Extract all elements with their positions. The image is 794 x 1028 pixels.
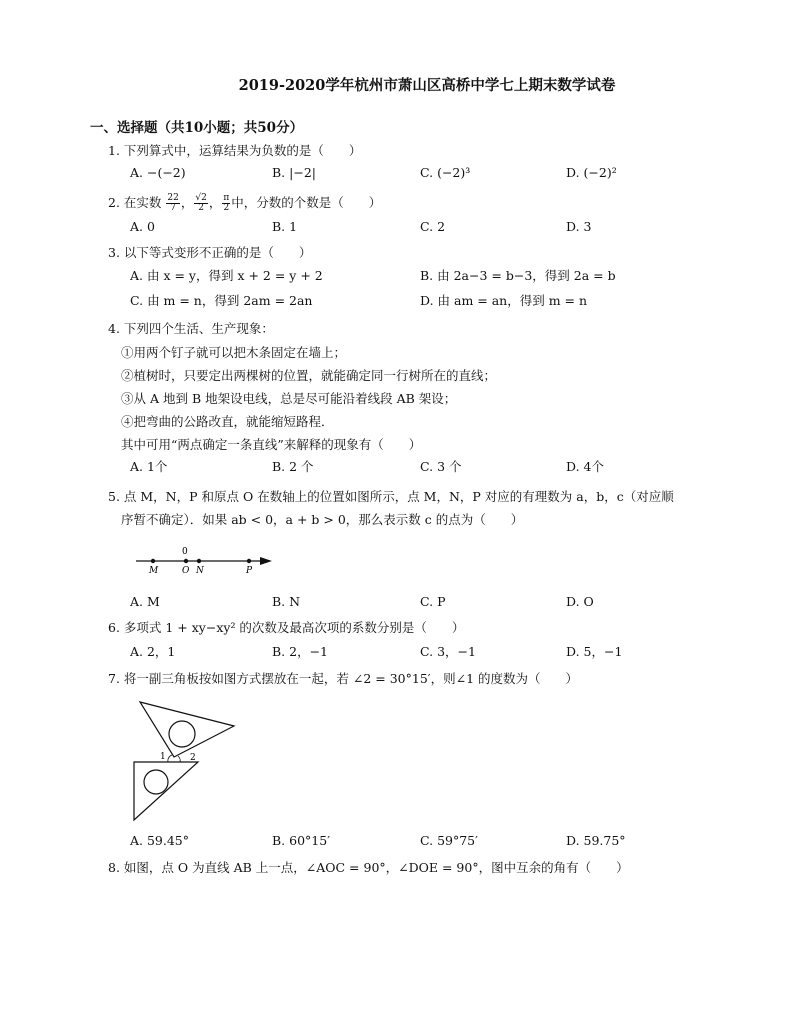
question-3-option-b[interactable]: B. 由 2a−3 = b−3，得到 2a = b [420,268,616,283]
question-2-option-d[interactable]: D. 3 [566,219,592,234]
question-1-stem: 1. 下列算式中，运算结果为负数的是（ ） [108,143,362,158]
angle-2-label: 2 [190,753,196,763]
question-1-option-a[interactable]: A. −(−2) [130,165,186,180]
question-3-option-a[interactable]: A. 由 x = y，得到 x + 2 = y + 2 [130,268,323,283]
angle-1-arc [168,755,172,762]
page-title: 2019-2020学年杭州市萧山区高桥中学七上期末数学试卷 [238,77,616,94]
question-6-option-b[interactable]: B. 2，−1 [272,644,329,659]
question-6-stem: 6. 多项式 1 + xy−xy² 的次数及最高次项的系数分别是（ ） [108,620,465,635]
question-7-stem: 7. 将一副三角板按如图方式摆放在一起，若 ∠2 = 30°15′，则∠1 的度数为（ ） [108,671,579,686]
question-2-option-a[interactable]: A. 0 [130,219,155,234]
question-7-option-a[interactable]: A. 59.45° [130,833,190,848]
section-heading: 一、选择题（共10小题；共50分） [90,120,304,136]
question-7-option-d[interactable]: D. 59.75° [566,833,626,848]
question-3-option-c[interactable]: C. 由 m = n，得到 2am = 2an [130,293,313,308]
label-m: M [149,566,159,576]
point-m [151,559,155,563]
question-8-stem: 8. 如图，点 O 为直线 AB 上一点，∠AOC = 90°，∠DOE = 90°，图中互余的角有（ ） [108,860,629,875]
question-2-stem: 2. 在实数 $\frac{22}{7}$ ， $\frac{√2}{2}$ ， $\frac{\pi}{2}$ 中，分数的个数是（ ） [108,193,382,213]
upper-triangle-board [140,702,234,757]
question-4-option-d[interactable]: D. 4个 [566,459,604,474]
question-3-option-d[interactable]: D. 由 am = an，得到 m = n [420,293,588,308]
point-n [197,559,201,563]
question-5-option-a[interactable]: A. M [130,594,160,609]
question-4-stem: 4. 下列四个生活、生产现象： [108,321,274,336]
label-o: O [182,566,190,576]
angle-2-arc [178,756,180,762]
question-2-prefix: 2. 在实数 [108,195,162,210]
question-5-stem-line-1: 5. 点 M，N，P 和原点 O 在数轴上的位置如图所示，点 M，N，P 对应的有理数为 a，b，c（对应顺 [108,489,674,504]
question-5-option-d[interactable]: D. O [566,594,594,609]
question-1-option-b[interactable]: B. |−2| [272,165,316,180]
question-4-line-4: ④把弯曲的公路改直，就能缩短路程． [121,414,334,429]
question-3-stem: 3. 以下等式变形不正确的是（ ） [108,245,312,260]
fraction-22-7: $\frac{22}{7}$ [167,193,179,213]
question-2-suffix: 中，分数的个数是（ ） [231,195,382,210]
label-p: P [246,566,253,576]
question-2-option-c[interactable]: C. 2 [420,219,446,234]
question-4-option-b[interactable]: B. 2 个 [272,459,314,474]
question-5-option-c[interactable]: C. P [420,594,446,609]
question-5-option-b[interactable]: B. N [272,594,301,609]
question-6-option-c[interactable]: C. 3，−1 [420,644,476,659]
question-1-option-c[interactable]: C. (−2)³ [420,165,471,180]
question-7-option-c[interactable]: C. 59°75′ [420,833,478,848]
angle-1-label: 1 [160,752,166,762]
label-n: N [196,566,204,576]
question-7-option-b[interactable]: B. 60°15′ [272,833,331,848]
question-6-option-a[interactable]: A. 2，1 [130,644,176,659]
number-line-arrow [260,557,272,565]
question-1-option-d[interactable]: D. (−2)² [566,165,617,180]
number-line-figure [130,542,280,576]
question-4-option-a[interactable]: A. 1个 [130,459,168,474]
point-p [247,559,251,563]
zero-label: 0 [182,547,188,557]
question-4-option-c[interactable]: C. 3 个 [420,459,462,474]
triangle-boards-figure [128,696,244,826]
point-o [184,559,188,563]
question-4-line-5: 其中可用“两点确定一条直线”来解释的现象有（ ） [121,437,422,452]
question-4-line-2: ②植树时，只要定出两棵树的位置，就能确定同一行树所在的直线； [121,368,497,383]
question-6-option-d[interactable]: D. 5，−1 [566,644,623,659]
upper-board-hole [169,721,195,747]
fraction-sqrt2-2: $\frac{√2}{2}$ [195,193,207,213]
lower-board-hole [144,770,168,794]
question-4-line-1: ①用两个钉子就可以把木条固定在墙上； [121,345,347,360]
question-2-option-b[interactable]: B. 1 [272,219,298,234]
question-5-stem-line-2: 序暂不确定）．如果 ab < 0，a + b > 0，那么表示数 c 的点为（ ） [121,512,524,527]
question-4-line-3: ③从 A 地到 B 地架设电线，总是尽可能沿着线段 AB 架设； [121,391,457,406]
fraction-pi-2: $\frac{\pi}{2}$ [223,193,230,213]
lower-triangle-board [134,762,198,820]
